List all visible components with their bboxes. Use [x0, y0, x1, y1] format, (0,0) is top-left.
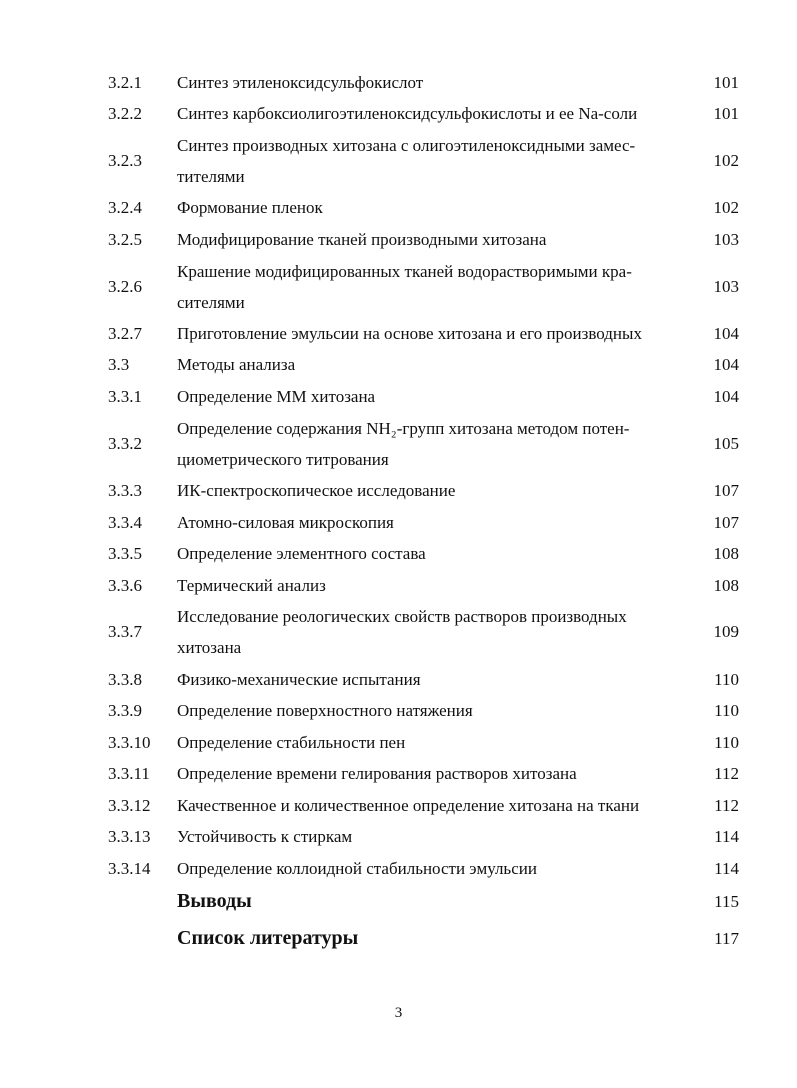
entry-title-line: Синтез производных хитозана с олигоэтиленоксидными замес- [177, 136, 636, 155]
entry-title-line: циометрического титрования [177, 450, 389, 469]
entry-number: 3.3.4 [108, 513, 142, 532]
entry-number: 3.3.9 [108, 701, 142, 720]
toc-entry [0, 601, 797, 663]
entry-title: Устойчивость к стиркам [177, 827, 353, 846]
entry-title: Определение поверхностного натяжения [177, 701, 473, 720]
entry-page: 114 [714, 827, 739, 846]
entry-number: 3.2.2 [108, 104, 142, 123]
entry-title-line: сителями [177, 293, 245, 312]
entry-page: 108 [713, 576, 739, 595]
entry-page: 112 [714, 796, 739, 815]
entry-title: ИК-спектроскопическое исследование [177, 481, 456, 500]
entry-page: 101 [713, 104, 739, 123]
entry-page: 114 [714, 859, 739, 878]
entry-title: Модифицирование тканей производными хитозана [177, 230, 547, 249]
entry-title: Синтез карбоксиолигоэтиленоксидсульфокислоты и ее Na-соли [177, 104, 638, 123]
entry-number: 3.3.14 [108, 859, 151, 878]
entry-number: 3.3.6 [108, 576, 142, 595]
entry-title-line: тителями [177, 167, 245, 186]
entry-title: Формование пленок [177, 198, 323, 217]
entry-page: 104 [713, 387, 739, 406]
entry-page: 110 [714, 733, 739, 752]
toc-entry [0, 130, 797, 192]
heading-title: Список литературы [177, 927, 359, 949]
entry-number: 3.2.6 [108, 277, 142, 296]
entry-title: Синтез этиленоксидсульфокислот [177, 73, 424, 92]
entry-page: 103 [713, 277, 739, 296]
entry-page: 108 [713, 544, 739, 563]
entry-title: Методы анализа [177, 355, 296, 374]
entry-page: 110 [714, 670, 739, 689]
entry-number: 3.3.8 [108, 670, 142, 689]
entry-page: 102 [713, 198, 739, 217]
entry-title: Определение стабильности пен [177, 733, 406, 752]
toc-entry [0, 256, 797, 318]
entry-title-line: хитозана [177, 638, 242, 657]
entry-number: 3.3.2 [108, 434, 142, 453]
entry-number: 3.3.13 [108, 827, 151, 846]
entry-number: 3.2.1 [108, 73, 142, 92]
entry-title-line: Определение содержания NH₂-групп хитозана методом потен- [177, 419, 630, 438]
entry-page: 104 [713, 324, 739, 343]
entry-number: 3.3.1 [108, 387, 142, 406]
heading-page: 115 [714, 892, 739, 911]
entry-number: 3.3.12 [108, 796, 151, 815]
entry-page: 107 [713, 481, 739, 500]
entry-page: 101 [713, 73, 739, 92]
entry-number: 3.3.10 [108, 733, 151, 752]
entry-page: 104 [713, 355, 739, 374]
entry-number: 3.3.11 [108, 764, 150, 783]
entry-page: 107 [713, 513, 739, 532]
entry-title: Приготовление эмульсии на основе хитозана и его производных [177, 324, 642, 343]
entry-number: 3.3.7 [108, 622, 142, 641]
entry-title: Определение коллоидной стабильности эмульсии [177, 859, 537, 878]
entry-page: 102 [713, 151, 739, 170]
entry-title: Физико-механические испытания [177, 670, 421, 689]
entry-number: 3.2.3 [108, 151, 142, 170]
page-number: 3 [394, 1005, 403, 1021]
entry-title: Определение элементного состава [177, 544, 426, 563]
entry-page: 112 [714, 764, 739, 783]
heading-title: Выводы [177, 890, 252, 912]
entry-number: 3.2.7 [108, 324, 142, 343]
entry-title: Определение ММ хитозана [177, 387, 376, 406]
entry-page: 110 [714, 701, 739, 720]
entry-page: 103 [713, 230, 739, 249]
entry-number: 3.2.5 [108, 230, 142, 249]
entry-title: Качественное и количественное определение хитозана на ткани [177, 796, 640, 815]
entry-title-line: Крашение модифицированных тканей водорастворимыми кра- [177, 262, 632, 281]
entry-number: 3.3.5 [108, 544, 142, 563]
heading-page: 117 [714, 929, 739, 948]
entry-title: Атомно-силовая микроскопия [177, 513, 394, 532]
entry-title: Термический анализ [177, 576, 326, 595]
entry-number: 3.3.3 [108, 481, 142, 500]
entry-page: 105 [713, 434, 739, 453]
entry-title-line: Исследование реологических свойств растворов производных [177, 607, 627, 626]
entry-number: 3.2.4 [108, 198, 142, 217]
entry-title: Определение времени гелирования растворов хитозана [177, 764, 577, 783]
entry-number: 3.3 [108, 355, 130, 374]
entry-page: 109 [713, 622, 739, 641]
toc-entry [0, 413, 797, 475]
